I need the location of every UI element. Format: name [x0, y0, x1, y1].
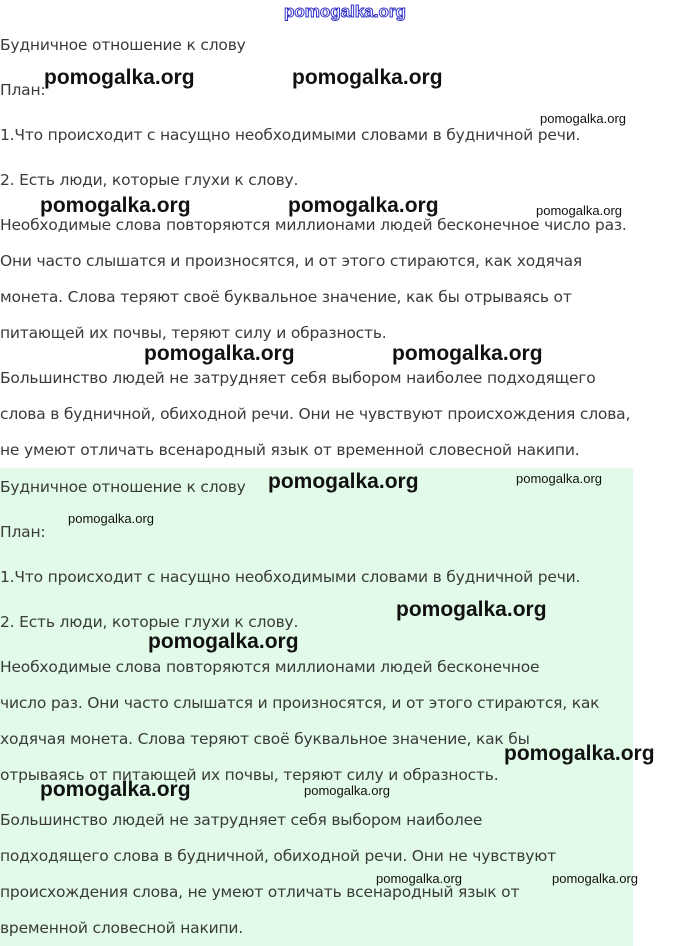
paragraph-line: Большинство людей не затрудняет себя выбором наиболее: [0, 811, 483, 829]
watermark: pomogalka.org: [304, 783, 390, 798]
watermark: pomogalka.org: [292, 66, 443, 89]
paragraph-line: ходячая монета. Слова теряют своё буквальное значение, как бы: [0, 730, 530, 748]
watermark: pomogalka.org: [148, 630, 299, 653]
plan-item-2: 2. Есть люди, которые глухи к слову.: [0, 171, 299, 189]
paragraph-line: питающей их почвы, теряют силу и образность.: [0, 324, 387, 342]
watermark: pomogalka.org: [288, 194, 439, 217]
watermark: pomogalka.org: [268, 470, 419, 493]
section-title: Будничное отношение к слову: [0, 36, 246, 54]
watermark: pomogalka.org: [40, 778, 191, 801]
paragraph-line: слова в будничной, обиходной речи. Они не чувствуют происхождения слова,: [0, 405, 631, 423]
top-watermark: pomogalka.org: [284, 2, 406, 21]
watermark: pomogalka.org: [396, 598, 547, 621]
watermark: pomogalka.org: [504, 742, 655, 765]
watermark: pomogalka.org: [516, 471, 602, 486]
watermark: pomogalka.org: [540, 111, 626, 126]
watermark: pomogalka.org: [144, 342, 295, 365]
watermark: pomogalka.org: [552, 871, 638, 886]
paragraph-line: Большинство людей не затрудняет себя выбором наиболее подходящего: [0, 369, 596, 387]
paragraph-line: число раз. Они часто слышатся и произносятся, и от этого стираются, как: [0, 694, 600, 712]
paragraph-line: происхождения слова, не умеют отличать всенародный язык от: [0, 883, 520, 901]
paragraph-line: монета. Слова теряют своё буквальное значение, как бы отрываясь от: [0, 288, 572, 306]
watermark: pomogalka.org: [68, 511, 154, 526]
watermark: pomogalka.org: [44, 66, 195, 89]
plan-item-1: 1.Что происходит с насущно необходимыми словами в будничной речи.: [0, 568, 581, 586]
paragraph-line: отрываясь от питающей их почвы, теряют силу и образность.: [0, 766, 499, 784]
paragraph-line: Необходимые слова повторяются миллионами людей бесконечное число раз.: [0, 216, 627, 234]
plan-item-1: 1.Что происходит с насущно необходимыми словами в будничной речи.: [0, 126, 581, 144]
plan-label: План:: [0, 523, 46, 541]
paragraph-line: Необходимые слова повторяются миллионами людей бесконечное: [0, 658, 540, 676]
paragraph-line: не умеют отличать всенародный язык от временной словесной накипи.: [0, 441, 580, 459]
section-title: Будничное отношение к слову: [0, 478, 246, 496]
plan-item-2: 2. Есть люди, которые глухи к слову.: [0, 613, 299, 631]
watermark: pomogalka.org: [392, 342, 543, 365]
paragraph-line: временной словесной накипи.: [0, 919, 244, 937]
paragraph-line: Они часто слышатся и произносятся, и от этого стираются, как ходячая: [0, 252, 583, 270]
paragraph-line: подходящего слова в будничной, обиходной речи. Они не чувствуют: [0, 847, 556, 865]
plan-label: План:: [0, 81, 46, 99]
watermark: pomogalka.org: [40, 194, 191, 217]
watermark: pomogalka.org: [536, 203, 622, 218]
watermark: pomogalka.org: [376, 871, 462, 886]
